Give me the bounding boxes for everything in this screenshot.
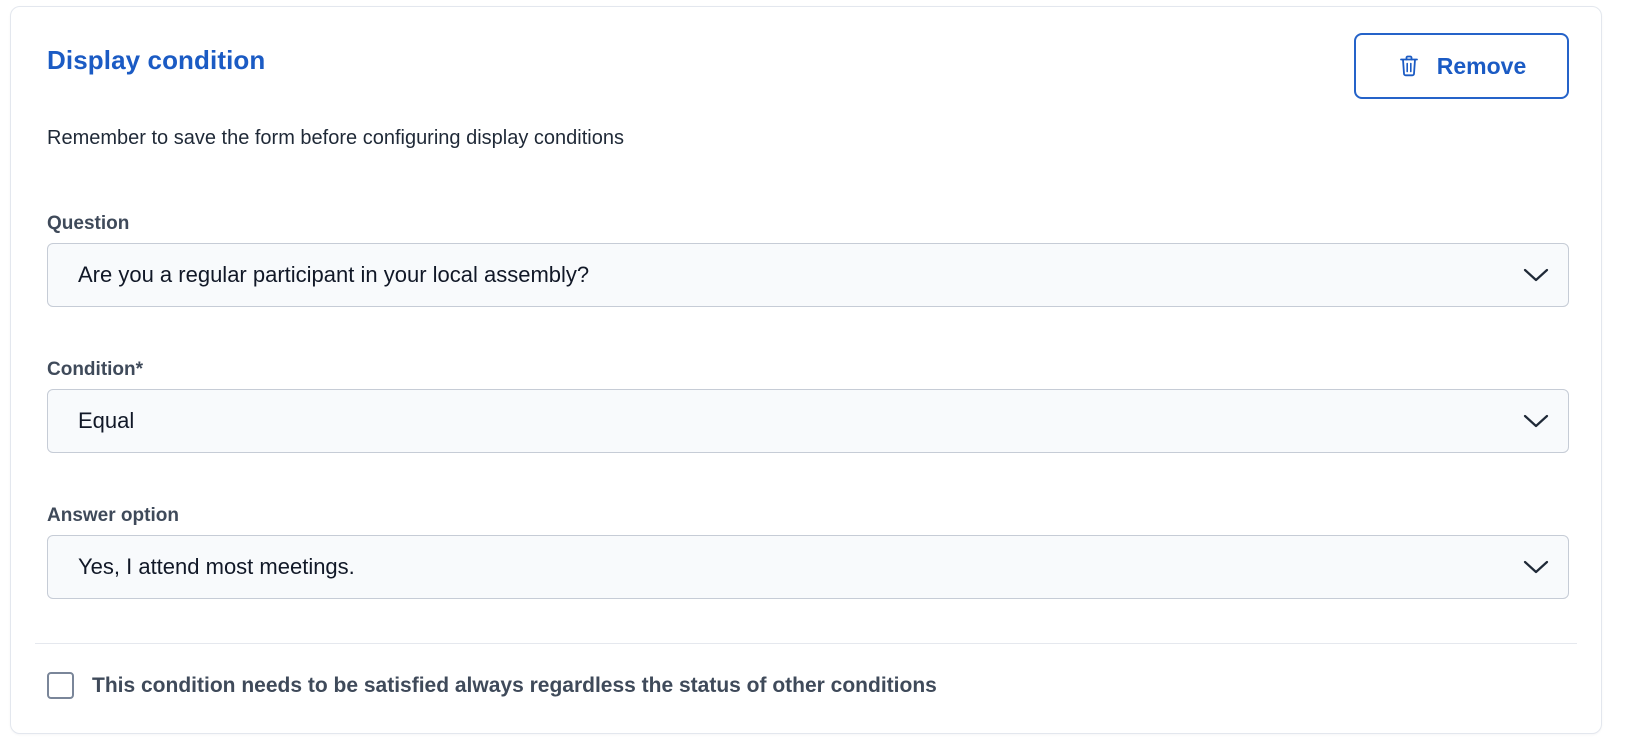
always-satisfied-row: [47, 672, 937, 699]
section-divider: [35, 643, 1577, 644]
chevron-down-icon: [1514, 559, 1558, 575]
always-satisfied-label: This condition needs to be satisfied always regardless the status of other conditions: [92, 673, 937, 697]
remove-button[interactable]: [1354, 33, 1569, 99]
answer-option-select[interactable]: [47, 535, 1569, 599]
page-title: Display condition: [47, 45, 266, 75]
trash-icon: [1397, 53, 1421, 79]
chevron-down-icon: [1514, 267, 1558, 283]
answer-option-label: Answer option: [47, 505, 179, 526]
remove-button-label: Remove: [1436, 52, 1527, 79]
condition-select-value: Equal: [78, 408, 135, 433]
display-condition-panel: [10, 6, 1602, 734]
question-select[interactable]: [47, 243, 1569, 307]
chevron-down-icon: [1514, 413, 1558, 429]
panel-header: [47, 33, 1569, 99]
answer-option-select-value: Yes, I attend most meetings.: [78, 554, 355, 579]
save-form-hint: Remember to save the form before configuring display conditions: [47, 127, 624, 149]
question-label: Question: [47, 213, 130, 234]
condition-label: Condition*: [47, 359, 144, 380]
question-select-value: Are you a regular participant in your local assembly?: [78, 262, 590, 287]
condition-select[interactable]: [47, 389, 1569, 453]
always-satisfied-checkbox[interactable]: [47, 672, 74, 699]
